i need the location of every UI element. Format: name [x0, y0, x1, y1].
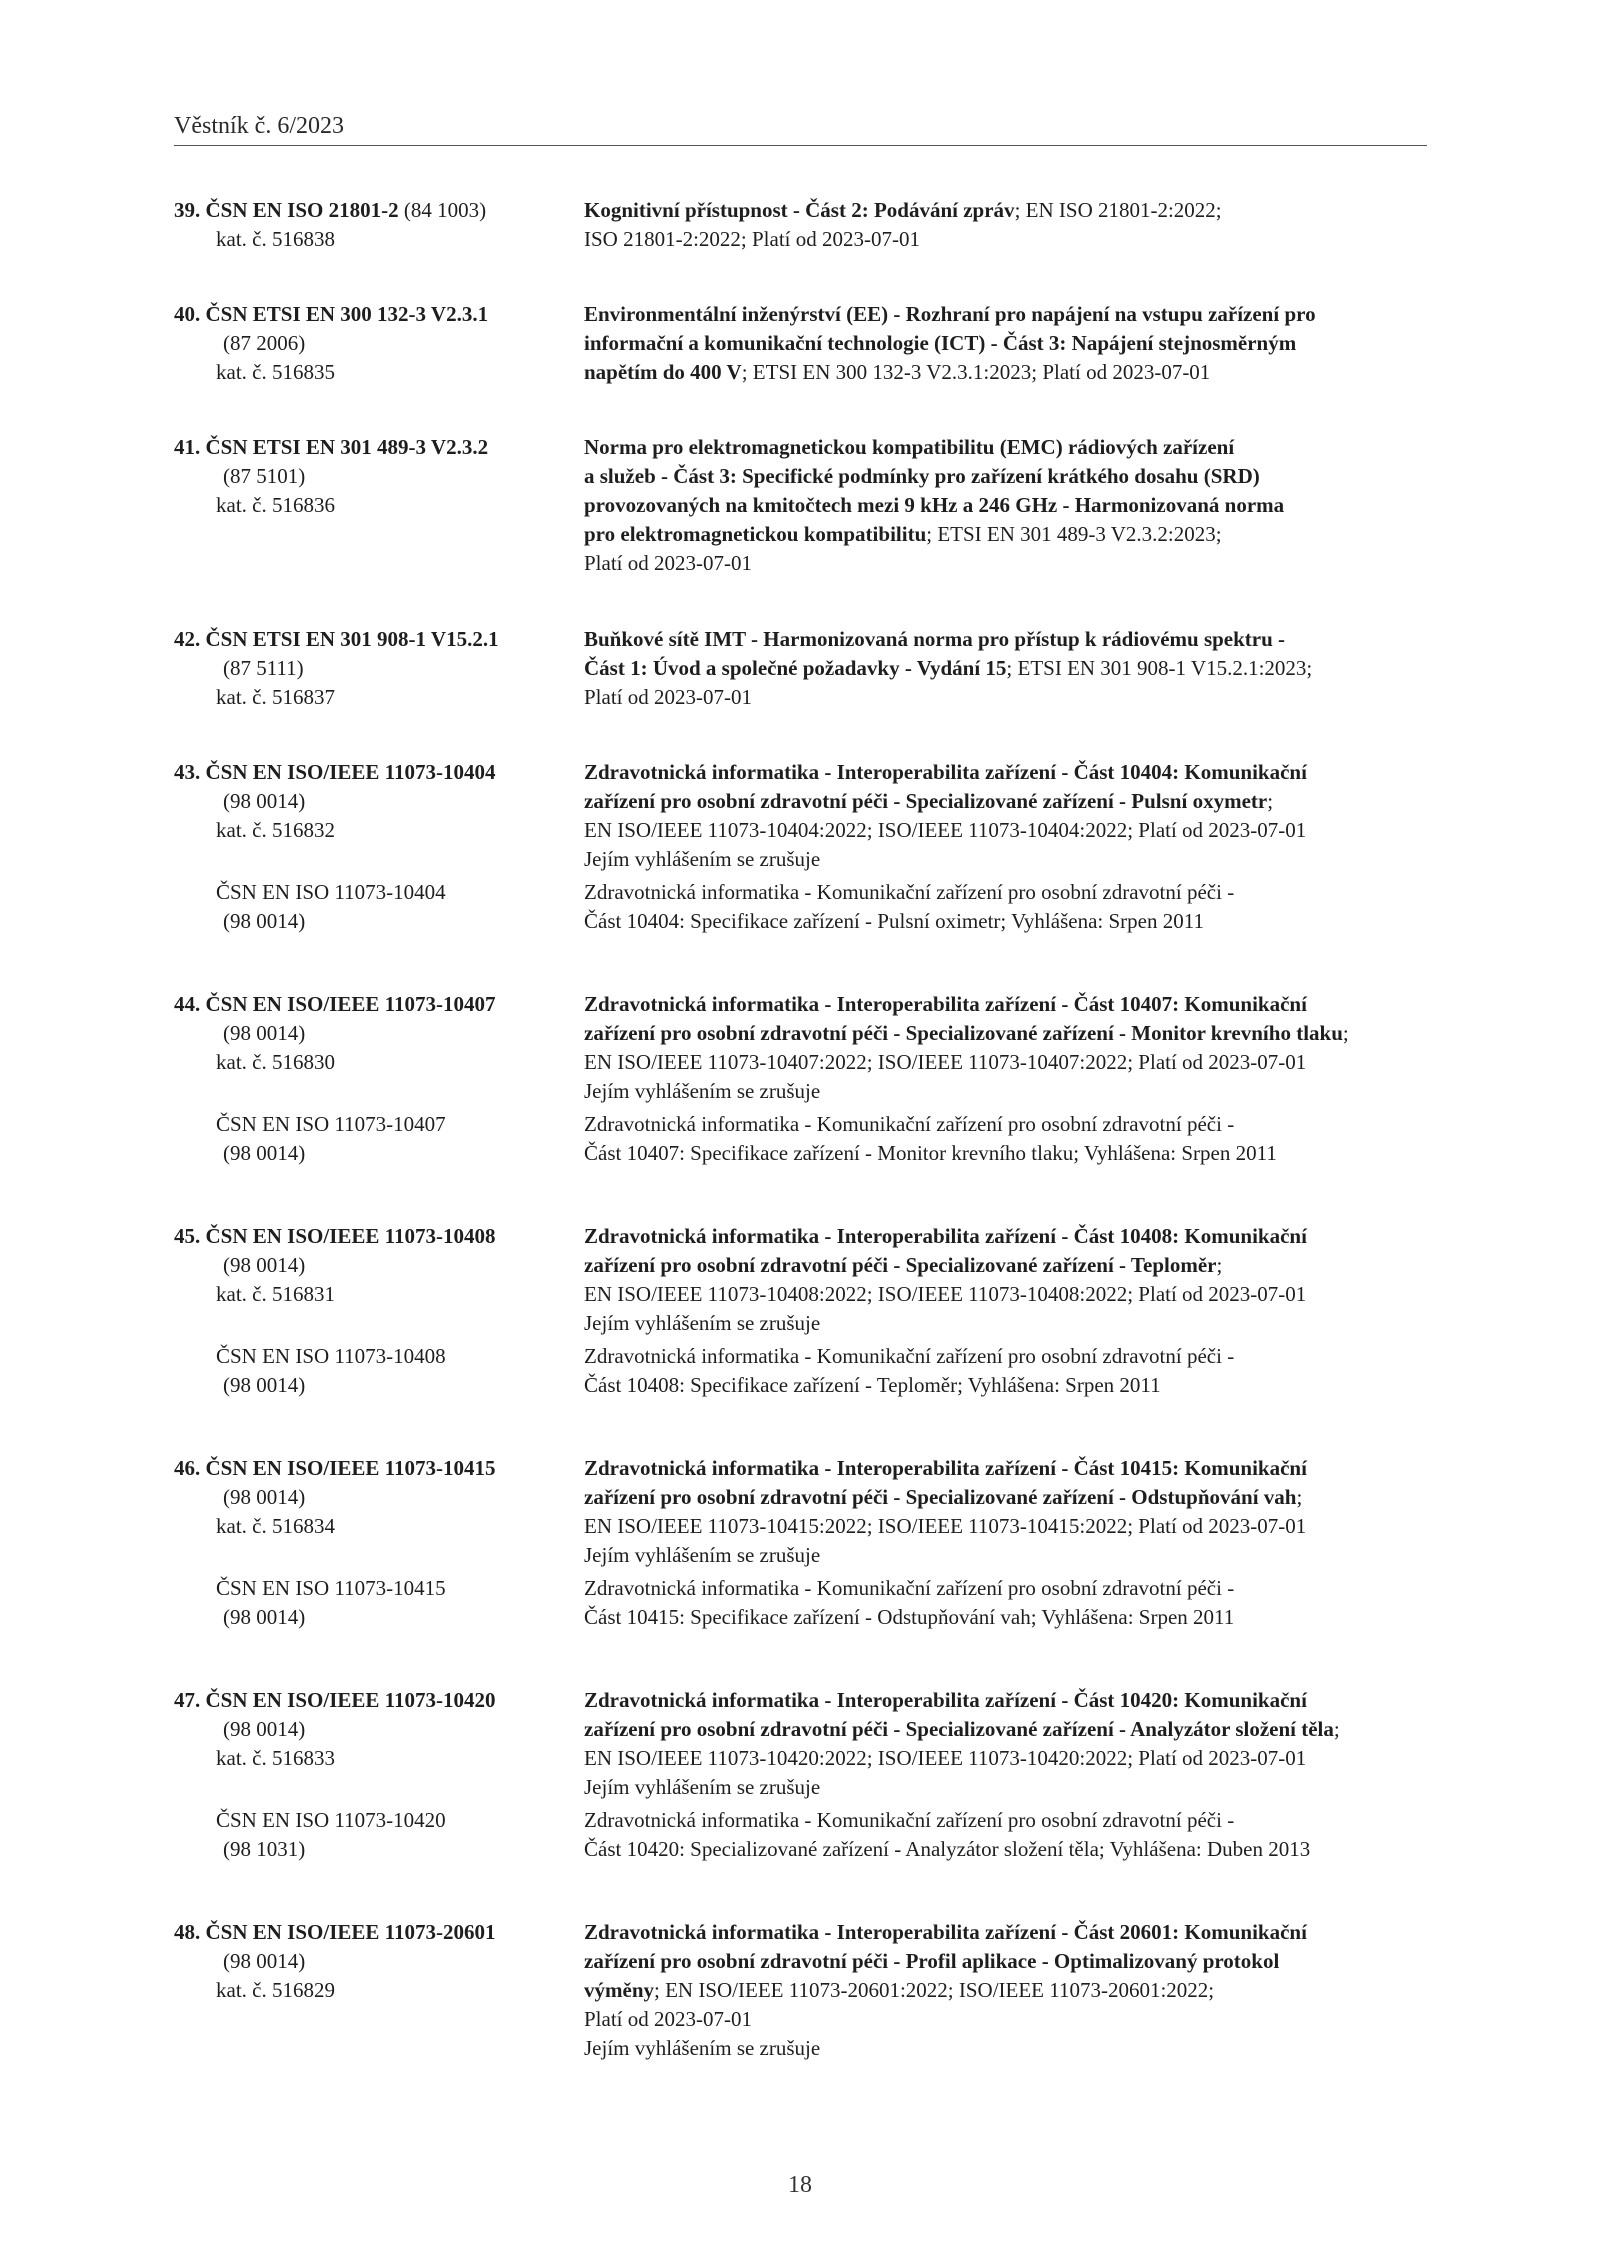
- standard-details: ISO 21801-2:2022; Platí od 2023-07-01: [584, 227, 920, 251]
- entry-number: 45.: [174, 1224, 201, 1248]
- standard-title: zařízení pro osobní zdravotní péči - Specializované zařízení - Pulsní oxymetr: [584, 789, 1268, 813]
- classification-code: (98 0014): [223, 1021, 306, 1045]
- standard-identifier: [174, 433, 574, 520]
- classification-code: (84 1003): [403, 198, 487, 222]
- standard-description: [584, 1918, 1434, 2063]
- standard-code: ČSN ETSI EN 301 908-1 V15.2.1: [205, 627, 499, 651]
- entry-number: 39.: [174, 198, 201, 222]
- superseded-standard-title: Část 10415: Specifikace zařízení - Odstupňování vah; Vyhlášena: Srpen 2011: [584, 1605, 1235, 1629]
- entry-number: 48.: [174, 1920, 201, 1944]
- standard-title: zařízení pro osobní zdravotní péči - Specializované zařízení - Monitor krevního tlaku: [584, 1021, 1343, 1045]
- classification-code: (98 0014): [223, 789, 306, 813]
- standard-title: Část 1: Úvod a společné požadavky - Vydání 15: [584, 656, 1007, 680]
- superseded-standard-title: Zdravotnická informatika - Komunikační zařízení pro osobní zdravotní péči -: [584, 1112, 1235, 1136]
- classification-code: (98 0014): [223, 1949, 306, 1973]
- supersedes-note: Jejím vyhlášením se zrušuje: [584, 847, 821, 871]
- standard-title: pro elektromagnetickou kompatibilitu: [584, 522, 927, 546]
- supersedes-note: Jejím vyhlášením se zrušuje: [584, 1775, 821, 1799]
- standard-details: EN ISO/IEEE 11073-10415:2022; ISO/IEEE 11073-10415:2022; Platí od 2023-07-01: [584, 1514, 1307, 1538]
- classification-code: (98 0014): [223, 1485, 306, 1509]
- entry-number: 41.: [174, 435, 201, 459]
- catalog-number: kat. č. 516833: [216, 1746, 335, 1770]
- page-number: 18: [788, 2172, 812, 2198]
- superseded-standard-code: ČSN EN ISO 11073-10415: [216, 1576, 446, 1600]
- classification-code: (87 5101): [223, 464, 306, 488]
- superseded-classification-code: (98 0014): [223, 1605, 306, 1629]
- standard-code: ČSN EN ISO/IEEE 11073-10404: [205, 760, 496, 784]
- standard-description: [584, 196, 1434, 254]
- standard-details: ;: [1267, 789, 1274, 813]
- standard-title: Zdravotnická informatika - Interoperabilita zařízení - Část 10407: Komunikační: [584, 992, 1307, 1016]
- superseded-standard-code: ČSN EN ISO 11073-10407: [216, 1112, 446, 1136]
- superseded-classification-code: (98 0014): [223, 1373, 306, 1397]
- standard-title: provozovaných na kmitočtech mezi 9 kHz a 246 GHz - Harmonizovaná norma: [584, 493, 1285, 517]
- standard-details: ; ETSI EN 301 489-3 V2.3.2:2023;: [926, 522, 1222, 546]
- supersedes-note: Jejím vyhlášením se zrušuje: [584, 1543, 821, 1567]
- standard-title: výměny: [584, 1978, 654, 2002]
- entry-number: 44.: [174, 992, 201, 1016]
- standard-identifier: [174, 196, 574, 254]
- superseded-standard-title: Zdravotnická informatika - Komunikační zařízení pro osobní zdravotní péči -: [584, 880, 1235, 904]
- standard-title: Zdravotnická informatika - Interoperabilita zařízení - Část 20601: Komunikační: [584, 1920, 1307, 1944]
- standard-details: ;: [1296, 1485, 1303, 1509]
- standard-description: [584, 1454, 1434, 1632]
- standard-details: ; ETSI EN 301 908-1 V15.2.1:2023;: [1006, 656, 1313, 680]
- standard-title: a služeb - Část 3: Specifické podmínky pro zařízení krátkého dosahu (SRD): [584, 464, 1260, 488]
- standard-title: Environmentální inženýrství (EE) - Rozhraní pro napájení na vstupu zařízení pro: [584, 302, 1316, 326]
- catalog-number: kat. č. 516831: [216, 1282, 335, 1306]
- standard-description: [584, 1686, 1434, 1864]
- standard-identifier: [174, 758, 574, 936]
- header-divider: [174, 145, 1427, 146]
- supersedes-note: Jejím vyhlášením se zrušuje: [584, 2036, 821, 2060]
- entry-number: 47.: [174, 1688, 201, 1712]
- entry-number: 46.: [174, 1456, 201, 1480]
- superseded-classification-code: (98 0014): [223, 909, 306, 933]
- supersedes-note: Jejím vyhlášením se zrušuje: [584, 1079, 821, 1103]
- standard-description: [584, 990, 1434, 1168]
- classification-code: (87 5111): [223, 656, 304, 680]
- catalog-number: kat. č. 516837: [216, 685, 335, 709]
- standard-title: zařízení pro osobní zdravotní péči - Specializované zařízení - Analyzátor složení těla: [584, 1717, 1334, 1741]
- superseded-classification-code: (98 1031): [223, 1837, 306, 1861]
- standard-details: ; EN ISO/IEEE 11073-20601:2022; ISO/IEEE 11073-20601:2022;: [654, 1978, 1215, 2002]
- superseded-standard-title: Zdravotnická informatika - Komunikační zařízení pro osobní zdravotní péči -: [584, 1808, 1235, 1832]
- superseded-standard-code: ČSN EN ISO 11073-10420: [216, 1808, 446, 1832]
- standard-code: ČSN EN ISO/IEEE 11073-10408: [205, 1224, 496, 1248]
- standard-title: napětím do 400 V: [584, 360, 742, 384]
- standard-details: ; EN ISO 21801-2:2022;: [1014, 198, 1222, 222]
- standard-details: ;: [1216, 1253, 1223, 1277]
- classification-code: (98 0014): [223, 1253, 306, 1277]
- standard-title: Zdravotnická informatika - Interoperabilita zařízení - Část 10415: Komunikační: [584, 1456, 1307, 1480]
- standard-title: Norma pro elektromagnetickou kompatibilitu (EMC) rádiových zařízení: [584, 435, 1235, 459]
- standard-title: Buňkové sítě IMT - Harmonizovaná norma pro přístup k rádiovému spektru -: [584, 627, 1286, 651]
- supersedes-note: Jejím vyhlášením se zrušuje: [584, 1311, 821, 1335]
- entry-number: 40.: [174, 302, 201, 326]
- superseded-standard-title: Zdravotnická informatika - Komunikační zařízení pro osobní zdravotní péči -: [584, 1576, 1235, 1600]
- standard-title: informační a komunikační technologie (ICT) - Část 3: Napájení stejnosměrným: [584, 331, 1297, 355]
- catalog-number: kat. č. 516835: [216, 360, 335, 384]
- standard-details: EN ISO/IEEE 11073-10420:2022; ISO/IEEE 11073-10420:2022; Platí od 2023-07-01: [584, 1746, 1307, 1770]
- superseded-standard-title: Část 10420: Specializované zařízení - Analyzátor složení těla; Vyhlášena: Duben 2013: [584, 1837, 1311, 1861]
- superseded-standard-code: ČSN EN ISO 11073-10408: [216, 1344, 446, 1368]
- superseded-standard-title: Zdravotnická informatika - Komunikační zařízení pro osobní zdravotní péči -: [584, 1344, 1235, 1368]
- standard-details: EN ISO/IEEE 11073-10404:2022; ISO/IEEE 11073-10404:2022; Platí od 2023-07-01: [584, 818, 1307, 842]
- catalog-number: kat. č. 516830: [216, 1050, 335, 1074]
- standard-identifier: [174, 1686, 574, 1864]
- standard-code: ČSN EN ISO/IEEE 11073-10415: [205, 1456, 496, 1480]
- standard-title: Zdravotnická informatika - Interoperabilita zařízení - Část 10404: Komunikační: [584, 760, 1307, 784]
- standard-details: Platí od 2023-07-01: [584, 2007, 752, 2031]
- superseded-standard-code: ČSN EN ISO 11073-10404: [216, 880, 446, 904]
- standard-details: EN ISO/IEEE 11073-10408:2022; ISO/IEEE 11073-10408:2022; Platí od 2023-07-01: [584, 1282, 1307, 1306]
- standard-details: Platí od 2023-07-01: [584, 551, 752, 575]
- standard-description: [584, 433, 1434, 578]
- standard-details: EN ISO/IEEE 11073-10407:2022; ISO/IEEE 11073-10407:2022; Platí od 2023-07-01: [584, 1050, 1307, 1074]
- standard-code: ČSN EN ISO/IEEE 11073-10407: [205, 992, 496, 1016]
- standard-identifier: [174, 1918, 574, 2005]
- standard-code: ČSN EN ISO 21801-2: [205, 198, 399, 222]
- standard-code: ČSN ETSI EN 300 132-3 V2.3.1: [205, 302, 489, 326]
- standard-identifier: [174, 300, 574, 387]
- standard-details: ;: [1342, 1021, 1349, 1045]
- standard-code: ČSN EN ISO/IEEE 11073-10420: [205, 1688, 496, 1712]
- entry-number: 43.: [174, 760, 201, 784]
- standard-title: zařízení pro osobní zdravotní péči - Profil aplikace - Optimalizovaný protokol: [584, 1949, 1280, 1973]
- standard-code: ČSN EN ISO/IEEE 11073-20601: [205, 1920, 496, 1944]
- standard-details: ;: [1333, 1717, 1340, 1741]
- standard-title: Kognitivní přístupnost - Část 2: Podávání zpráv: [584, 198, 1015, 222]
- standard-title: Zdravotnická informatika - Interoperabilita zařízení - Část 10408: Komunikační: [584, 1224, 1307, 1248]
- catalog-number: kat. č. 516836: [216, 493, 335, 517]
- superseded-standard-title: Část 10408: Specifikace zařízení - Teploměr; Vyhlášena: Srpen 2011: [584, 1373, 1161, 1397]
- standard-code: ČSN ETSI EN 301 489-3 V2.3.2: [205, 435, 489, 459]
- standard-identifier: [174, 625, 574, 712]
- standard-description: [584, 300, 1434, 387]
- standard-identifier: [174, 1454, 574, 1632]
- standard-identifier: [174, 990, 574, 1168]
- standard-description: [584, 1222, 1434, 1400]
- standard-description: [584, 625, 1434, 712]
- catalog-number: kat. č. 516829: [216, 1978, 335, 2002]
- catalog-number: kat. č. 516832: [216, 818, 335, 842]
- page-header-title: Věstník č. 6/2023: [174, 113, 344, 139]
- standard-description: [584, 758, 1434, 936]
- catalog-number: kat. č. 516838: [216, 227, 335, 251]
- standard-identifier: [174, 1222, 574, 1400]
- standard-title: zařízení pro osobní zdravotní péči - Specializované zařízení - Odstupňování vah: [584, 1485, 1297, 1509]
- classification-code: (98 0014): [223, 1717, 306, 1741]
- entry-number: 42.: [174, 627, 201, 651]
- standard-details: Platí od 2023-07-01: [584, 685, 752, 709]
- classification-code: (87 2006): [223, 331, 306, 355]
- catalog-number: kat. č. 516834: [216, 1514, 335, 1538]
- standard-details: ; ETSI EN 300 132-3 V2.3.1:2023; Platí od 2023-07-01: [741, 360, 1211, 384]
- superseded-standard-title: Část 10404: Specifikace zařízení - Pulsní oximetr; Vyhlášena: Srpen 2011: [584, 909, 1204, 933]
- standard-title: zařízení pro osobní zdravotní péči - Specializované zařízení - Teploměr: [584, 1253, 1217, 1277]
- standard-title: Zdravotnická informatika - Interoperabilita zařízení - Část 10420: Komunikační: [584, 1688, 1307, 1712]
- superseded-standard-title: Část 10407: Specifikace zařízení - Monitor krevního tlaku; Vyhlášena: Srpen 2011: [584, 1141, 1277, 1165]
- superseded-classification-code: (98 0014): [223, 1141, 306, 1165]
